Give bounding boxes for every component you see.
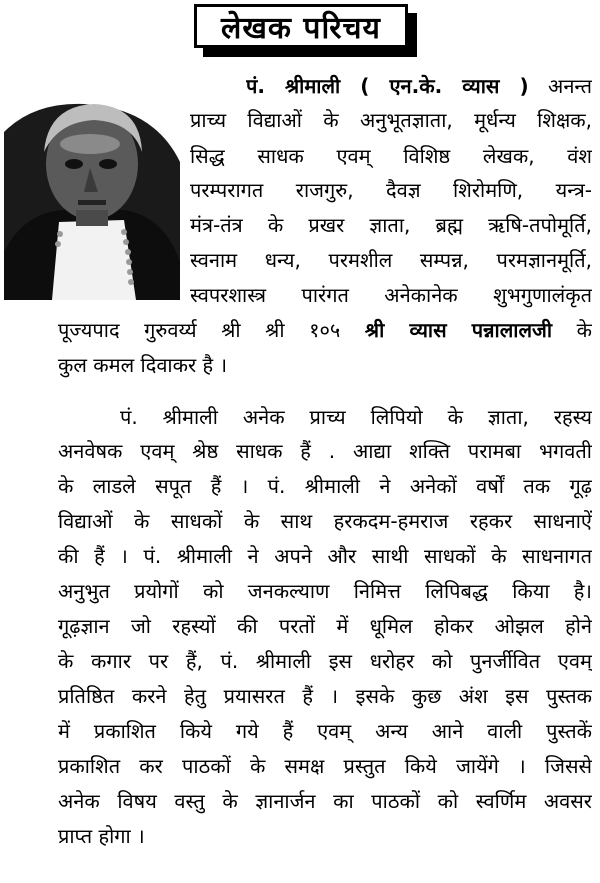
para1-full-post: के bbox=[552, 318, 592, 342]
author-photo bbox=[4, 92, 180, 300]
para1-line-8 bbox=[58, 317, 592, 343]
author-name: पं. श्रीमाली ( एन.के. व्यास ) bbox=[246, 74, 529, 98]
para2-line-7: गूढ़ज्ञान जो रहस्यों की परतों में धूमिल होकर ओझल होने bbox=[58, 614, 592, 638]
author-portrait-image bbox=[4, 92, 180, 300]
para1-line-2: प्राच्य विद्याओं के अनुभूतज्ञाता, मूर्धन्य शिक्षक, bbox=[190, 108, 592, 132]
para1-line-5: मंत्र-तंत्र के प्रखर ज्ञाता, ब्रह्म ऋषि-तपोमूर्ति, bbox=[190, 213, 592, 237]
para2-line-1: पं. श्रीमाली अनेक प्राच्य लिपियो के ज्ञाता, रहस्य bbox=[120, 405, 592, 429]
para2-line-8: के कगार पर हैं, पं. श्रीमाली इस धरोहर को पुनर्जीवित एवम् bbox=[58, 649, 592, 673]
guru-name: श्री व्यास पन्नालालजी bbox=[364, 318, 553, 342]
para2-line-13: प्राप्त होगा । bbox=[58, 824, 145, 848]
para1-line-9: कुल कमल दिवाकर है । bbox=[58, 353, 228, 377]
para2-line-4: विद्याओं के साधकों के साथ हरकदम-हमराज रहकर साधनाऐं bbox=[58, 509, 592, 533]
para2-line-10: में प्रकाशित किये गये हैं एवम् अन्य आने वाली पुस्तकें bbox=[58, 719, 592, 743]
para1-line-1 bbox=[246, 73, 592, 99]
para2-line-12: अनेक विषय वस्तु के ज्ञानार्जन का पाठकों को स्वर्णिम अवसर bbox=[58, 789, 592, 813]
para1-line-3: सिद्ध साधक एवम् विशिष्ठ लेखक, वंश bbox=[190, 144, 592, 168]
para2-line-6: अनुभुत प्रयोगों को जनकल्याण निमित्त लिपिबद्ध किया है। bbox=[58, 579, 592, 603]
para1-lead-rest: अनन्त bbox=[528, 74, 592, 98]
para1-line-7: स्वपरशास्त्र पारंगत अनेकानेक शुभगुणालंकृत bbox=[190, 283, 592, 307]
para1-line-6: स्वनाम धन्य, परमशील सम्पन्न, परमज्ञानमूर्ति, bbox=[190, 248, 592, 272]
para2-line-11: प्रकाशित कर पाठकों के समक्ष प्रस्तुत किये जायेंगे । जिससे bbox=[58, 754, 592, 778]
para2-line-9: प्रतिष्ठित करने हेतु प्रयासरत हैं । इसके कुछ अंश इस पुस्तक bbox=[58, 684, 592, 708]
para1-line-4: परम्परागत राजगुरु, दैवज्ञ शिरोमणि, यन्त्र- bbox=[190, 178, 592, 202]
para2-line-5: की हैं । पं. श्रीमाली ने अपने और साथी साधकों के साधनागत bbox=[58, 544, 592, 568]
para2-line-3: के लाडले सपूत हैं । पं. श्रीमाली ने अनेकों वर्षों तक गूढ़ bbox=[58, 474, 592, 498]
page-title: लेखक परिचय bbox=[194, 4, 408, 48]
para1-full-pre: पूज्यपाद गुरुवर्य्य श्री श्री १०५ bbox=[58, 318, 365, 342]
para2-line-2: अनवेषक एवम् श्रेष्ठ साधक हैं . आद्या शक्ति परामबा भगवती bbox=[58, 439, 592, 463]
